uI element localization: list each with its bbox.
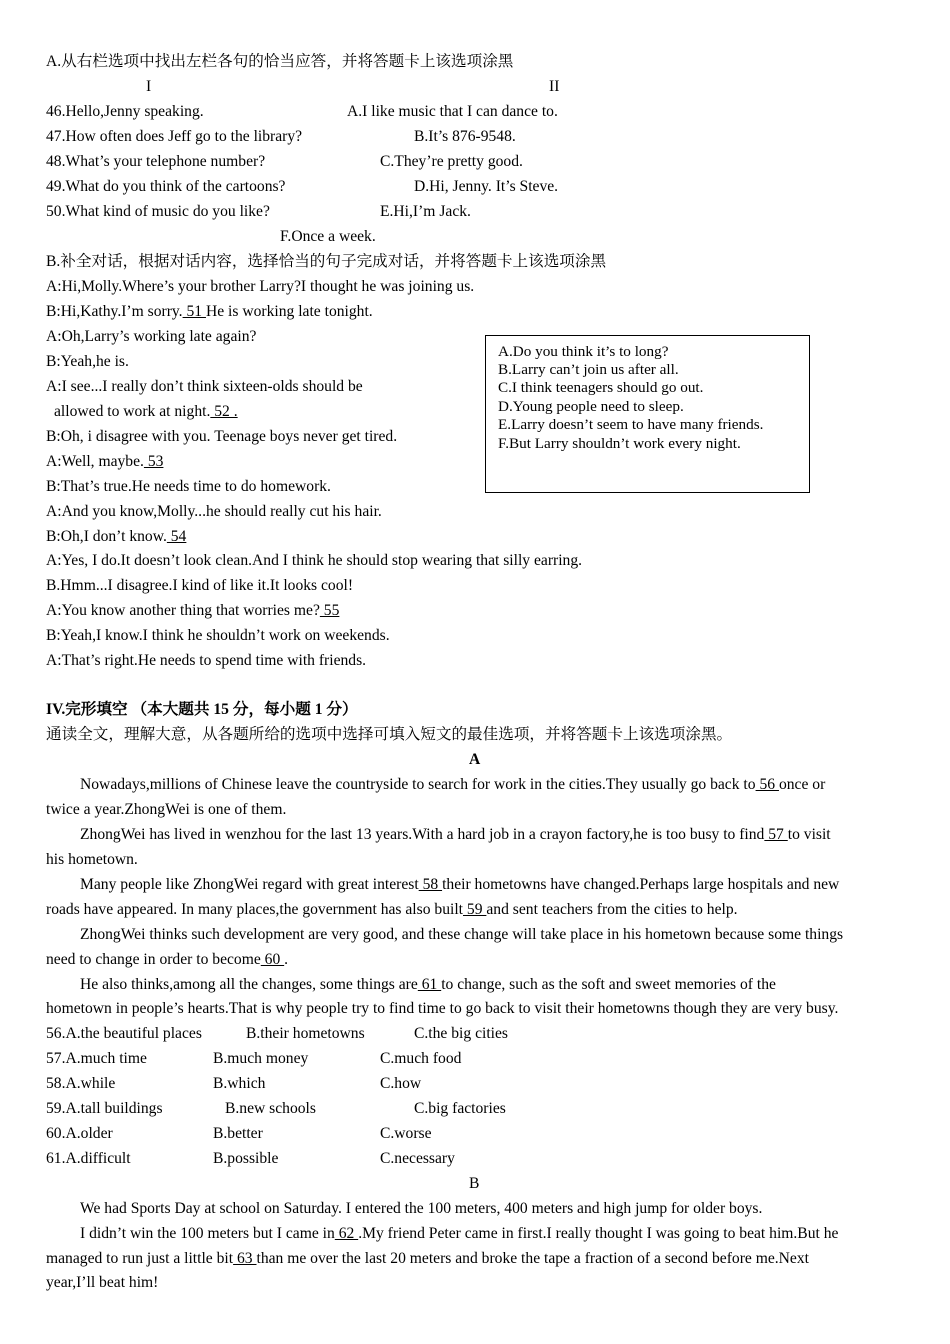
blank-61: 61 bbox=[417, 976, 442, 993]
passage-a-p2-line2: his hometown. bbox=[46, 851, 138, 868]
choice-60-a: 60.A.older bbox=[46, 1125, 113, 1142]
dialog-line-7: B:Oh, i disagree with you. Teenage boys never get tired. bbox=[46, 428, 398, 445]
choice-59-c: C.big factories bbox=[414, 1100, 506, 1117]
choice-60-b: B.better bbox=[213, 1125, 263, 1142]
choice-57-c: C.much food bbox=[380, 1050, 462, 1067]
dialog-line-4: B:Yeah,he is. bbox=[46, 353, 129, 370]
option-e: E.Larry doesn’t seem to have many friends. bbox=[498, 416, 764, 433]
choice-57-a: 57.A.much time bbox=[46, 1050, 147, 1067]
passage-b-title: B bbox=[469, 1175, 480, 1192]
dialog-line-14: A:You know another thing that worries me? 55 bbox=[46, 602, 340, 619]
blank-52: 52 . bbox=[210, 403, 238, 420]
blank-63: 63 bbox=[233, 1250, 257, 1267]
choice-61-b: B.possible bbox=[213, 1150, 279, 1167]
question-46: 46.Hello,Jenny speaking. bbox=[46, 103, 204, 120]
passage-b-p2-line2: managed to run just a little bit 63 than me over the last 20 meters and broke the tape a fraction of a second before me.Next bbox=[46, 1250, 809, 1267]
answer-e: E.Hi,I’m Jack. bbox=[380, 203, 471, 220]
answer-b: B.It’s 876-9548. bbox=[414, 128, 516, 145]
choice-59-a: 59.A.tall buildings bbox=[46, 1100, 163, 1117]
choice-58-a: 58.A.while bbox=[46, 1075, 116, 1092]
choice-58-b: B.which bbox=[213, 1075, 266, 1092]
dialog-line-13: B.Hmm...I disagree.I kind of like it.It looks cool! bbox=[46, 577, 354, 594]
choice-61-a: 61.A.difficult bbox=[46, 1150, 131, 1167]
blank-60: 60 bbox=[260, 951, 285, 968]
dialog-line-15: B:Yeah,I know.I think he shouldn’t work on weekends. bbox=[46, 627, 390, 644]
choice-57-b: B.much money bbox=[213, 1050, 309, 1067]
blank-54: 54 bbox=[166, 528, 187, 545]
option-a: A.Do you think it’s to long? bbox=[498, 343, 669, 360]
choice-56-b: B.their hometowns bbox=[246, 1025, 365, 1042]
section-iv-heading: IV.完形填空 （本大题共 15 分，每小题 1 分） bbox=[46, 701, 358, 718]
option-b: B.Larry can’t join us after all. bbox=[498, 361, 679, 378]
passage-a-p3-line2: roads have appeared. In many places,the government has also built 59 and sent teachers from the cities to help. bbox=[46, 901, 738, 918]
answer-f: F.Once a week. bbox=[280, 228, 376, 245]
passage-a-p4-line2: need to change in order to become 60 . bbox=[46, 951, 289, 968]
passage-a-p2-line1: ZhongWei has lived in wenzhou for the last 13 years.With a hard job in a crayon factory,he is too busy to find 57 to visit bbox=[80, 826, 831, 843]
dialog-line-10: A:And you know,Molly...he should really cut his hair. bbox=[46, 503, 382, 520]
choice-61-c: C.necessary bbox=[380, 1150, 455, 1167]
answer-d: D.Hi, Jenny. It’s Steve. bbox=[414, 178, 559, 195]
passage-a-p1-line2: twice a year.ZhongWei is one of them. bbox=[46, 801, 287, 818]
option-d: D.Young people need to sleep. bbox=[498, 398, 684, 415]
question-49: 49.What do you think of the cartoons? bbox=[46, 178, 286, 195]
blank-56: 56 bbox=[755, 776, 779, 793]
option-c: C.I think teenagers should go out. bbox=[498, 379, 704, 396]
dialog-line-12: A:Yes, I do.It doesn’t look clean.And I think he should stop wearing that silly earring. bbox=[46, 552, 583, 569]
dialog-line-5: A:I see...I really don’t think sixteen-olds should be bbox=[46, 378, 363, 395]
blank-53: 53 bbox=[143, 453, 164, 470]
passage-a-p3-line1: Many people like ZhongWei regard with great interest 58 their hometowns have changed.Perhaps large hospitals and new bbox=[80, 876, 840, 893]
dialog-line-3: A:Oh,Larry’s working late again? bbox=[46, 328, 257, 345]
question-50: 50.What kind of music do you like? bbox=[46, 203, 270, 220]
choice-59-b: B.new schools bbox=[225, 1100, 316, 1117]
dialog-line-1: A:Hi,Molly.Where’s your brother Larry?I thought he was joining us. bbox=[46, 278, 475, 295]
dialog-line-11: B:Oh,I don’t know. 54 bbox=[46, 528, 187, 545]
blank-51: 51 bbox=[182, 303, 206, 320]
option-f: F.But Larry shouldn’t work every night. bbox=[498, 435, 741, 452]
passage-a-p1-line1: Nowadays,millions of Chinese leave the countryside to search for work in the cities.They usually go back to 56 once or bbox=[80, 776, 826, 793]
question-48: 48.What’s your telephone number? bbox=[46, 153, 266, 170]
question-47: 47.How often does Jeff go to the library? bbox=[46, 128, 303, 145]
dialog-line-9: B:That’s true.He needs time to do homework. bbox=[46, 478, 331, 495]
blank-57: 57 bbox=[764, 826, 788, 843]
section-iv-instruction: 通读全文，理解大意，从各题所给的选项中选择可填入短文的最佳选项，并将答题卡上该选项涂黑。 bbox=[46, 726, 733, 743]
blank-62: 62 bbox=[334, 1225, 359, 1242]
answer-c: C.They’re pretty good. bbox=[380, 153, 523, 170]
dialog-line-16: A:That’s right.He needs to spend time with friends. bbox=[46, 652, 367, 669]
dialog-line-8: A:Well, maybe. 53 bbox=[46, 453, 164, 470]
passage-a-title: A bbox=[469, 751, 481, 768]
answer-a: A.I like music that I can dance to. bbox=[347, 103, 558, 120]
passage-a-p5-line2: hometown in people’s hearts.That is why people try to find time to go back to visit their hometowns though they are very busy. bbox=[46, 1000, 839, 1017]
blank-59: 59 bbox=[463, 901, 487, 918]
section-b-instruction: B.补全对话，根据对话内容，选择恰当的句子完成对话，并将答题卡上该选项涂黑 bbox=[46, 253, 607, 270]
passage-b-p2-line1: I didn’t win the 100 meters but I came in 62 .My friend Peter came in first.I really thought I was going to beat him.But he bbox=[80, 1225, 839, 1242]
column-right-header: II bbox=[549, 78, 560, 95]
options-box bbox=[485, 335, 810, 493]
choice-58-c: C.how bbox=[380, 1075, 422, 1092]
section-a-instruction: A.从右栏选项中找出左栏各句的恰当应答，并将答题卡上该选项涂黑 bbox=[46, 53, 514, 70]
passage-b-p1: We had Sports Day at school on Saturday. I entered the 100 meters, 400 meters and high jump for older boys. bbox=[80, 1200, 763, 1217]
dialog-line-2: B:Hi,Kathy.I’m sorry. 51 He is working late tonight. bbox=[46, 303, 373, 320]
blank-55: 55 bbox=[319, 602, 340, 619]
passage-b-p2-line3: year,I’ll beat him! bbox=[46, 1274, 159, 1291]
passage-a-p4-line1: ZhongWei thinks such development are very good, and these change will take place in his hometown because some things bbox=[80, 926, 844, 943]
passage-a-p5-line1: He also thinks,among all the changes, some things are 61 to change, such as the soft and sweet memories of the bbox=[80, 976, 776, 993]
dialog-line-6: allowed to work at night. 52 . bbox=[54, 403, 238, 420]
choice-56-c: C.the big cities bbox=[414, 1025, 508, 1042]
choice-60-c: C.worse bbox=[380, 1125, 432, 1142]
column-left-header: I bbox=[146, 78, 152, 95]
blank-58: 58 bbox=[418, 876, 443, 893]
choice-56-a: 56.A.the beautiful places bbox=[46, 1025, 202, 1042]
